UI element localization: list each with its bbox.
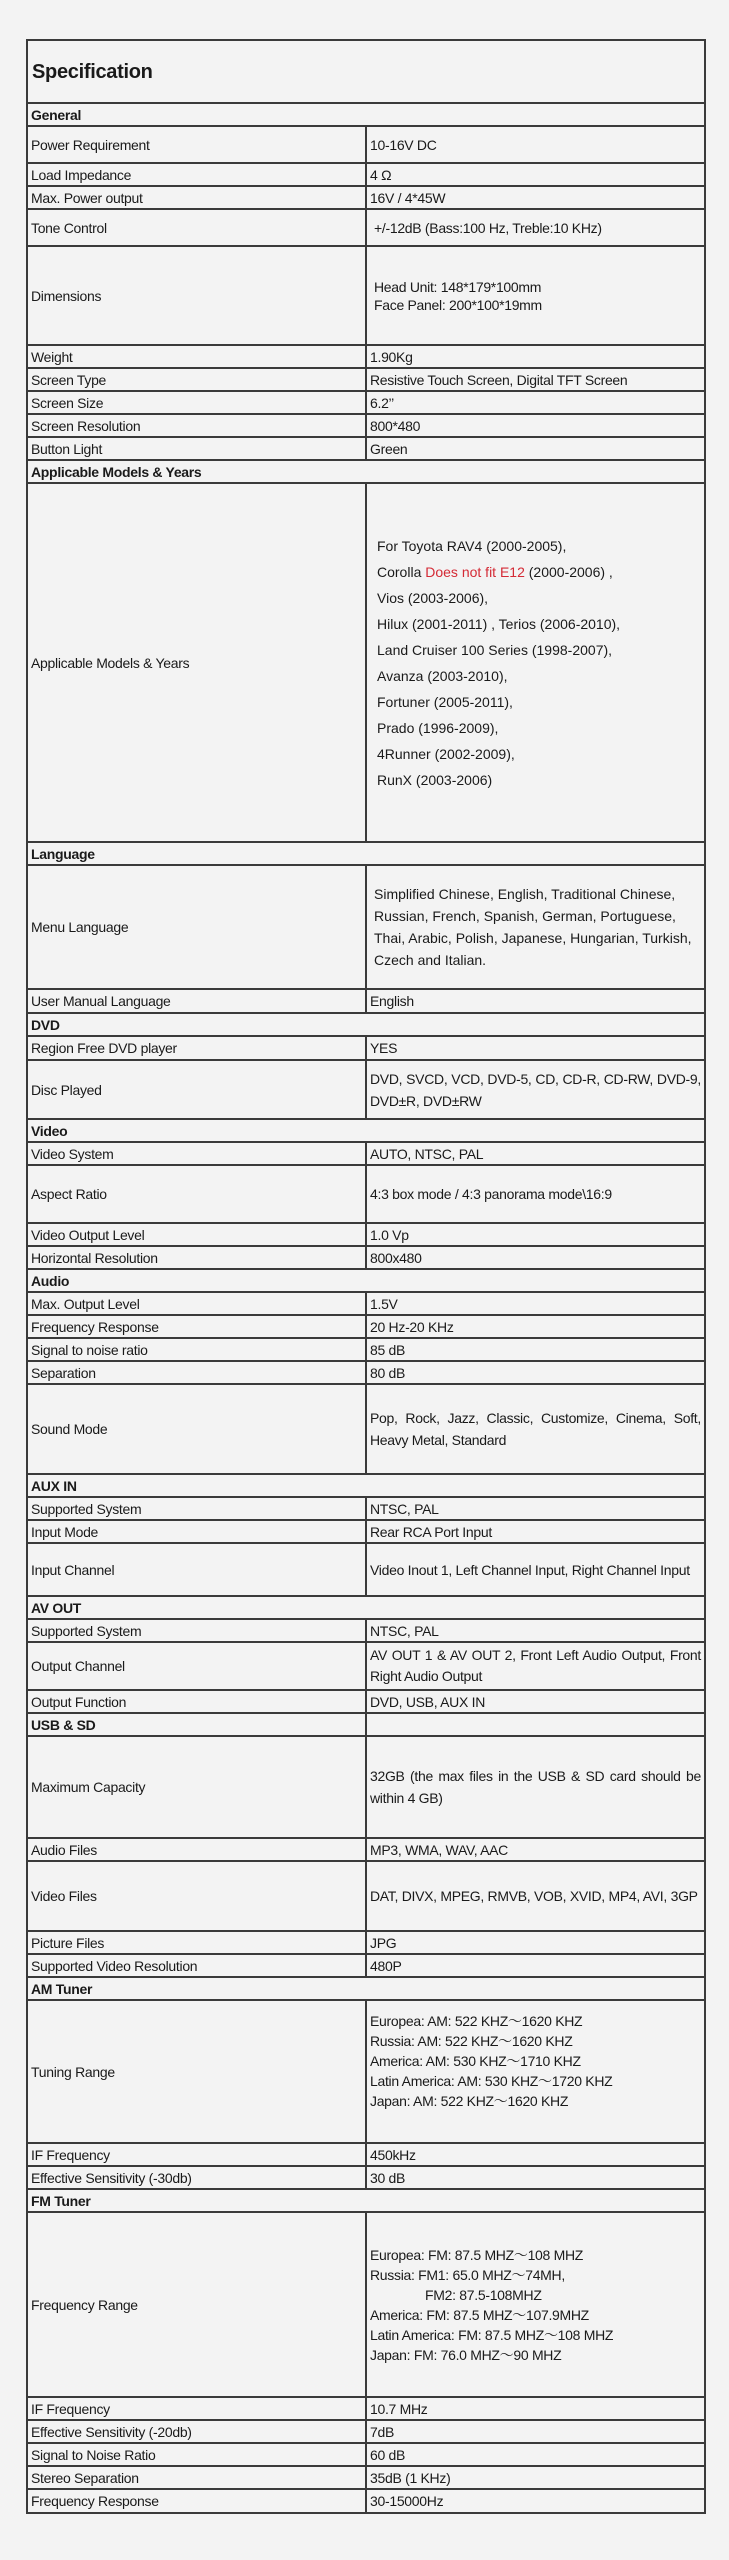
section-title-general: General [27, 103, 705, 126]
row-value: 30-15000Hz [366, 2489, 705, 2513]
model-item: Fortuner (2005-2011), [377, 693, 513, 710]
table-row [27, 989, 705, 1013]
section-header [27, 1713, 705, 1736]
row-label: Input Channel [27, 1543, 366, 1596]
row-value: Simplified Chinese, English, Traditional Chinese, Russian, French, Spanish, German, Portuguese, Thai, Arabic, Polish, Japanese, Hungarian, Turkish, Czech and Italian. [366, 865, 705, 989]
row-value: 10-16V DC [366, 126, 705, 163]
row-value: 7dB [366, 2420, 705, 2443]
row-label: Menu Language [27, 865, 366, 989]
table-row [27, 2397, 705, 2420]
row-label: Supported Video Resolution [27, 1954, 366, 1977]
value-line: Latin America: FM: 87.5 MHZ～108 MHZ [370, 2326, 614, 2343]
row-value: 85 dB [366, 1338, 705, 1361]
table-row [27, 2489, 705, 2513]
row-label: Screen Size [27, 391, 366, 414]
row-label: Horizontal Resolution [27, 1246, 366, 1269]
table-row [27, 1736, 705, 1838]
row-value: AV OUT 1 & AV OUT 2, Front Left Audio Output, Front Right Audio Output [366, 1642, 705, 1690]
row-label: Frequency Range [27, 2212, 366, 2397]
section-title-language: Language [27, 842, 705, 865]
value-line: Head Unit: 148*179*100mm [374, 278, 542, 295]
table-row [27, 1361, 705, 1384]
value-line: Russia: AM: 522 KHZ～1620 KHZ [370, 2033, 573, 2049]
row-value: 800*480 [366, 414, 705, 437]
model-item: Vios (2003-2006), [377, 589, 489, 606]
section-title-audio: Audio [27, 1269, 705, 1292]
model-item [377, 559, 701, 585]
table-row [27, 2143, 705, 2166]
row-value: Resistive Touch Screen, Digital TFT Screen [366, 368, 705, 391]
row-value: 450kHz [366, 2143, 705, 2166]
table-row [27, 163, 705, 186]
section-header [27, 2189, 705, 2212]
row-value: 800x480 [366, 1246, 705, 1269]
table-row [27, 2166, 705, 2189]
section-header [27, 103, 705, 126]
row-value: DAT, DIVX, MPEG, RMVB, VOB, XVID, MP4, AVI, 3GP [366, 1861, 705, 1931]
model-name: Corolla [377, 563, 426, 580]
row-label: IF Frequency [27, 2397, 366, 2420]
row-label: User Manual Language [27, 989, 366, 1013]
row-label: Separation [27, 1361, 366, 1384]
row-label: Power Requirement [27, 126, 366, 163]
empty-cell [366, 1713, 705, 1736]
row-value: Pop, Rock, Jazz, Classic, Customize, Cinema, Soft, Heavy Metal, Standard [366, 1384, 705, 1474]
row-value: 6.2’’ [366, 391, 705, 414]
row-label: IF Frequency [27, 2143, 366, 2166]
row-label: Output Channel [27, 1642, 366, 1690]
table-row [27, 2466, 705, 2489]
table-row [27, 1520, 705, 1543]
value-line: Japan: AM: 522 KHZ～1620 KHZ [370, 2093, 569, 2109]
row-value [366, 246, 705, 345]
table-row [27, 1142, 705, 1165]
section-header [27, 1269, 705, 1292]
section-header [27, 1977, 705, 2000]
row-value: 60 dB [366, 2443, 705, 2466]
table-row [27, 437, 705, 460]
table-row [27, 1315, 705, 1338]
section-header [27, 842, 705, 865]
section-title-fm-tuner: FM Tuner [27, 2189, 705, 2212]
section-header [27, 1119, 705, 1142]
row-value: DVD, SVCD, VCD, DVD-5, CD, CD-R, CD-RW, DVD-9, DVD±R, DVD±RW [366, 1060, 705, 1119]
table-row [27, 2000, 705, 2143]
row-label: Button Light [27, 437, 366, 460]
row-label: Supported System [27, 1497, 366, 1520]
row-label: Dimensions [27, 246, 366, 345]
row-label: Output Function [27, 1690, 366, 1713]
table-row [27, 2212, 705, 2397]
row-label: Weight [27, 345, 366, 368]
table-row [27, 1036, 705, 1060]
row-label: Effective Sensitivity (-30db) [27, 2166, 366, 2189]
row-label: Video System [27, 1142, 366, 1165]
table-row [27, 246, 705, 345]
model-item: Land Cruiser 100 Series (1998-2007), [377, 641, 613, 658]
row-value: Rear RCA Port Input [366, 1520, 705, 1543]
row-label: Applicable Models & Years [27, 483, 366, 842]
table-row [27, 1223, 705, 1246]
table-row [27, 1954, 705, 1977]
row-label: Tuning Range [27, 2000, 366, 2143]
row-value: 1.0 Vp [366, 1223, 705, 1246]
model-years: (2000-2006) , [524, 563, 613, 580]
row-value: 32GB (the max files in the USB & SD card should be within 4 GB) [366, 1736, 705, 1838]
row-value: +/-12dB (Bass:100 Hz, Treble:10 KHz) [366, 209, 705, 246]
table-row [27, 1690, 705, 1713]
row-label: Picture Files [27, 1931, 366, 1954]
section-header [27, 1596, 705, 1619]
table-title: Specification [27, 40, 705, 103]
section-title-video: Video [27, 1119, 705, 1142]
row-label: Disc Played [27, 1060, 366, 1119]
row-value: 35dB (1 KHz) [366, 2466, 705, 2489]
value-line: Latin America: AM: 530 KHZ～1720 KHZ [370, 2073, 613, 2089]
row-label: Aspect Ratio [27, 1165, 366, 1223]
section-header [27, 1013, 705, 1036]
row-value: YES [366, 1036, 705, 1060]
specification-table [26, 39, 706, 2514]
section-title-dvd: DVD [27, 1013, 705, 1036]
row-label: Supported System [27, 1619, 366, 1642]
table-row [27, 2420, 705, 2443]
row-value: Green [366, 437, 705, 460]
table-row [27, 2443, 705, 2466]
model-item: Avanza (2003-2010), [377, 667, 508, 684]
row-label: Stereo Separation [27, 2466, 366, 2489]
row-label: Video Files [27, 1861, 366, 1931]
value-line: Face Panel: 200*100*19mm [374, 296, 542, 313]
row-label: Sound Mode [27, 1384, 366, 1474]
title-row [27, 40, 705, 103]
row-label: Screen Type [27, 368, 366, 391]
table-row [27, 1497, 705, 1520]
model-item: For Toyota RAV4 (2000-2005), [377, 537, 567, 554]
row-label: Input Mode [27, 1520, 366, 1543]
value-line: Japan: FM: 76.0 MHZ～90 MHZ [370, 2346, 562, 2363]
row-label: Tone Control [27, 209, 366, 246]
row-value: 4:3 box mode / 4:3 panorama mode\16:9 [366, 1165, 705, 1223]
row-label: Signal to Noise Ratio [27, 2443, 366, 2466]
row-value: 1.5V [366, 1292, 705, 1315]
row-value: 1.90Kg [366, 345, 705, 368]
table-row [27, 865, 705, 989]
row-value: NTSC, PAL [366, 1619, 705, 1642]
models-list [366, 483, 705, 842]
section-title-usb-sd: USB & SD [27, 1713, 366, 1736]
table-row [27, 368, 705, 391]
row-value: 16V / 4*45W [366, 186, 705, 209]
value-line: Russia: FM1: 65.0 MHZ～74MH, [370, 2266, 565, 2283]
row-value: MP3, WMA, WAV, AAC [366, 1838, 705, 1861]
row-value: Video Inout 1, Left Channel Input, Right Channel Input [366, 1543, 705, 1596]
value-line: FM2: 87.5-108MHZ [425, 2286, 542, 2303]
row-label: Video Output Level [27, 1223, 366, 1246]
row-value: AUTO, NTSC, PAL [366, 1142, 705, 1165]
table-row [27, 186, 705, 209]
row-value: 20 Hz-20 KHz [366, 1315, 705, 1338]
row-value: 80 dB [366, 1361, 705, 1384]
table-row [27, 345, 705, 368]
table-row [27, 1165, 705, 1223]
table-row [27, 414, 705, 437]
table-row [27, 126, 705, 163]
table-row [27, 1060, 705, 1119]
row-value: 30 dB [366, 2166, 705, 2189]
row-value [366, 2000, 705, 2143]
row-label: Max. Output Level [27, 1292, 366, 1315]
section-header [27, 460, 705, 483]
row-label: Maximum Capacity [27, 1736, 366, 1838]
table-row [27, 1292, 705, 1315]
section-header [27, 1474, 705, 1497]
row-label: Max. Power output [27, 186, 366, 209]
section-title-aux-in: AUX IN [27, 1474, 705, 1497]
row-label: Signal to noise ratio [27, 1338, 366, 1361]
row-value: 480P [366, 1954, 705, 1977]
table-row [27, 1642, 705, 1690]
table-row [27, 483, 705, 842]
row-label: Screen Resolution [27, 414, 366, 437]
table-row [27, 1246, 705, 1269]
fitment-warning: Does not fit E12 [425, 563, 525, 580]
table-row [27, 1543, 705, 1596]
table-row [27, 209, 705, 246]
table-row [27, 1338, 705, 1361]
row-label: Frequency Response [27, 2489, 366, 2513]
row-value: DVD, USB, AUX IN [366, 1690, 705, 1713]
table-row [27, 1931, 705, 1954]
value-line: America: FM: 87.5 MHZ～107.9MHZ [370, 2306, 589, 2323]
section-title-am-tuner: AM Tuner [27, 1977, 705, 2000]
table-row [27, 1384, 705, 1474]
model-item: 4Runner (2002-2009), [377, 745, 515, 762]
row-value: 4 Ω [366, 163, 705, 186]
value-line: America: AM: 530 KHZ～1710 KHZ [370, 2053, 581, 2069]
section-title-av-out: AV OUT [27, 1596, 705, 1619]
row-label: Region Free DVD player [27, 1036, 366, 1060]
row-label: Load Impedance [27, 163, 366, 186]
value-line: Europea: AM: 522 KHZ～1620 KHZ [370, 2013, 583, 2029]
value-line: Europea: FM: 87.5 MHZ～108 MHZ [370, 2246, 584, 2263]
section-title-applicable-models: Applicable Models & Years [27, 460, 705, 483]
row-value: NTSC, PAL [366, 1497, 705, 1520]
table-row [27, 391, 705, 414]
row-value: JPG [366, 1931, 705, 1954]
row-value: English [366, 989, 705, 1013]
table-row [27, 1838, 705, 1861]
table-row [27, 1861, 705, 1931]
model-item: Hilux (2001-2011) , Terios (2006-2010), [377, 615, 621, 632]
row-value: 10.7 MHz [366, 2397, 705, 2420]
model-item: RunX (2003-2006) [377, 771, 493, 788]
table-row [27, 1619, 705, 1642]
row-label: Effective Sensitivity (-20db) [27, 2420, 366, 2443]
row-value [366, 2212, 705, 2397]
row-label: Audio Files [27, 1838, 366, 1861]
row-label: Frequency Response [27, 1315, 366, 1338]
model-item: Prado (1996-2009), [377, 719, 499, 736]
